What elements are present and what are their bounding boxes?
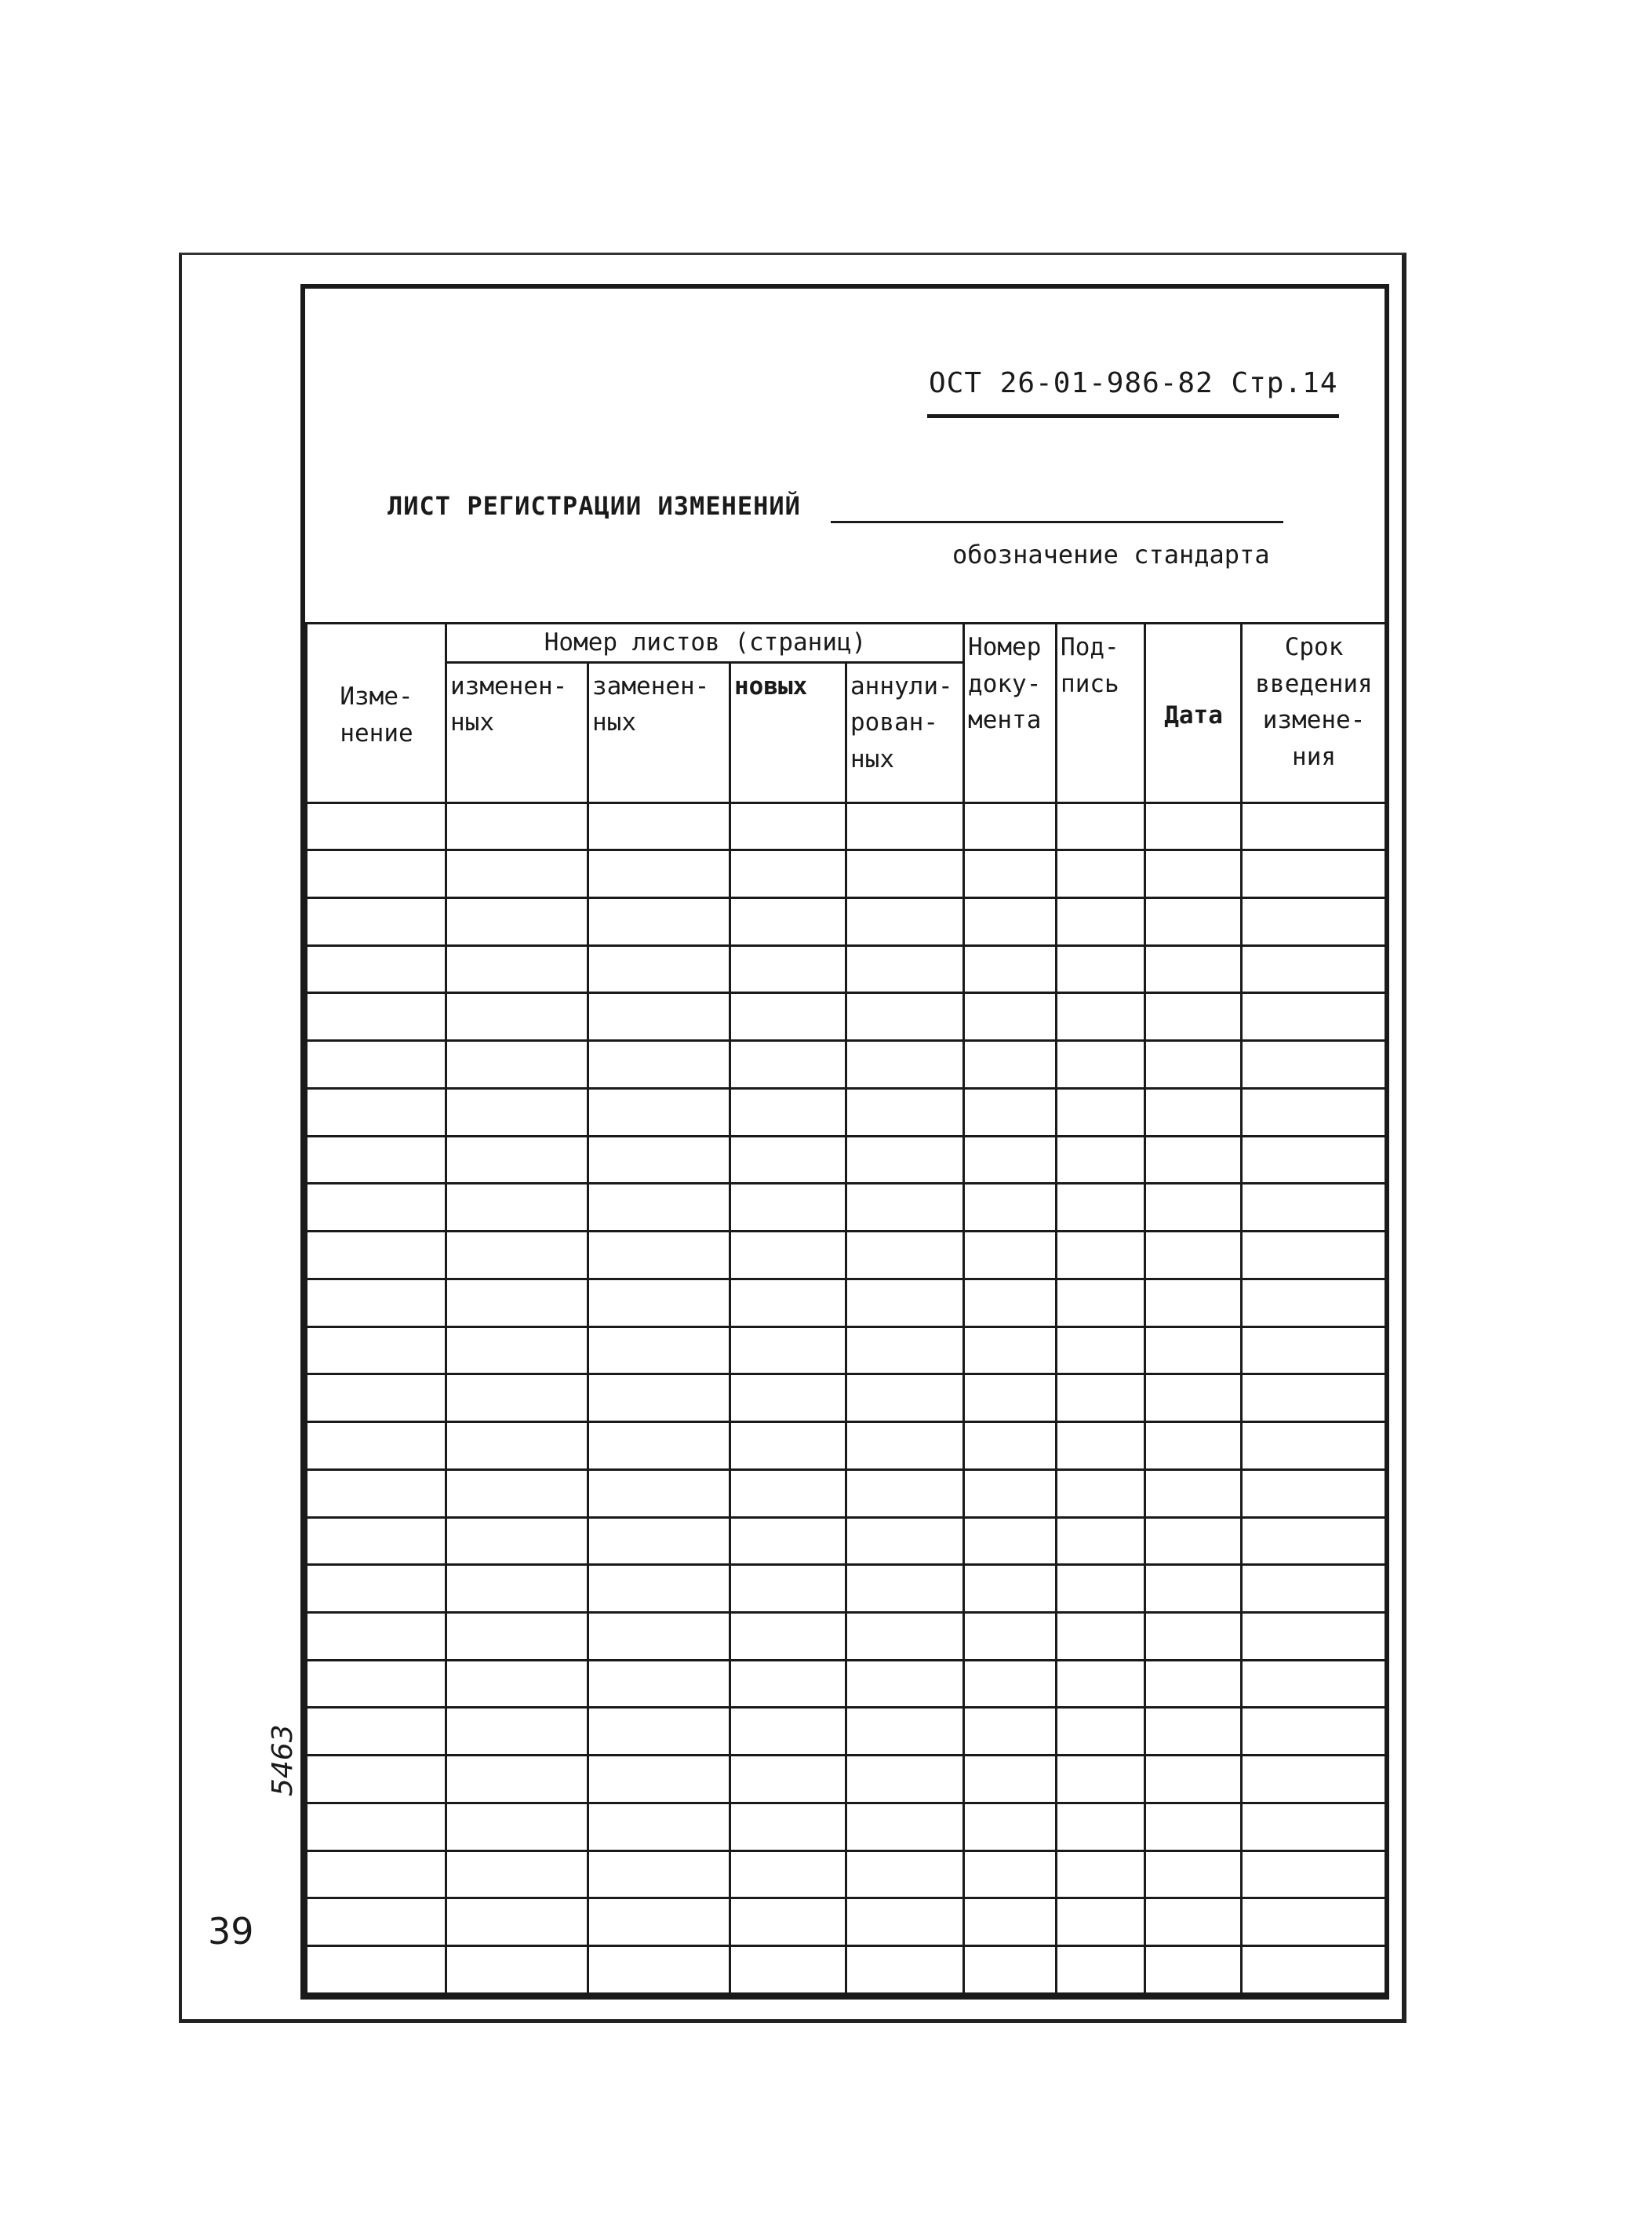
table-cell — [1145, 1088, 1242, 1136]
table-cell — [1145, 945, 1242, 993]
table-cell — [1057, 1184, 1145, 1232]
table-cell — [1145, 1374, 1242, 1422]
designation-caption: обозначение стандарта — [952, 540, 1270, 570]
table-cell — [846, 802, 964, 850]
table-cell — [730, 802, 846, 850]
table-cell — [588, 1517, 730, 1565]
table-cell — [964, 1136, 1057, 1184]
table-cell — [964, 802, 1057, 850]
table-cell — [446, 1422, 588, 1470]
table-cell — [588, 1374, 730, 1422]
table-cell — [730, 1279, 846, 1326]
table-cell — [307, 1469, 446, 1517]
table-cell — [1242, 1850, 1386, 1898]
table-cell — [730, 1660, 846, 1708]
table-cell — [446, 1279, 588, 1326]
table-cell — [846, 1374, 964, 1422]
table-cell — [964, 1326, 1057, 1374]
table-cell — [1057, 1946, 1145, 1994]
table-cell — [588, 1898, 730, 1946]
table-cell — [964, 1088, 1057, 1136]
table-body — [307, 802, 1386, 1994]
table-cell — [1242, 1946, 1386, 1994]
table-cell — [446, 1756, 588, 1803]
table-cell — [1145, 1946, 1242, 1994]
table-row — [307, 897, 1386, 945]
table-cell — [730, 1326, 846, 1374]
table-cell — [846, 1088, 964, 1136]
table-cell — [307, 1660, 446, 1708]
table-cell — [1242, 1279, 1386, 1326]
table-cell — [964, 1279, 1057, 1326]
table-cell — [846, 1850, 964, 1898]
table-cell — [588, 1136, 730, 1184]
table-cell — [588, 1803, 730, 1850]
table-cell — [1242, 1232, 1386, 1279]
table-cell — [1145, 1850, 1242, 1898]
table-cell — [1145, 1326, 1242, 1374]
table-cell — [846, 1946, 964, 1994]
table-cell — [588, 1660, 730, 1708]
table-row — [307, 1708, 1386, 1756]
form-header — [305, 289, 1385, 622]
table-cell — [964, 1422, 1057, 1470]
table-cell — [730, 993, 846, 1041]
table-cell — [964, 1946, 1057, 1994]
table-cell — [588, 1041, 730, 1089]
table-cell — [1057, 1232, 1145, 1279]
table-cell — [1242, 1756, 1386, 1803]
table-cell — [307, 1374, 446, 1422]
table-row — [307, 1469, 1386, 1517]
table-cell — [307, 1232, 446, 1279]
table-cell — [307, 1184, 446, 1232]
table-cell — [1242, 850, 1386, 898]
table-cell — [964, 1517, 1057, 1565]
table-cell — [1057, 1660, 1145, 1708]
table-cell — [1057, 1803, 1145, 1850]
table-cell — [307, 1565, 446, 1613]
table-cell — [1145, 1422, 1242, 1470]
table-cell — [1145, 1136, 1242, 1184]
table-cell — [588, 897, 730, 945]
table-cell — [1145, 850, 1242, 898]
table-cell — [846, 1517, 964, 1565]
table-row — [307, 1756, 1386, 1803]
table-cell — [1057, 1612, 1145, 1660]
document-code: ОСТ 26-01-986-82 Стр.14 — [929, 367, 1338, 399]
table-cell — [588, 1422, 730, 1470]
table-cell — [1057, 1088, 1145, 1136]
table-cell — [730, 1374, 846, 1422]
table-cell — [446, 1136, 588, 1184]
table-cell — [1057, 850, 1145, 898]
table-cell — [1145, 1898, 1242, 1946]
table-cell — [588, 1565, 730, 1613]
column-header-signature: Под- пись — [1057, 624, 1145, 803]
column-header-date: Дата — [1145, 624, 1242, 803]
table-cell — [446, 850, 588, 898]
table-row — [307, 1898, 1386, 1946]
table-cell — [588, 1232, 730, 1279]
table-cell — [307, 1850, 446, 1898]
table-cell — [846, 1279, 964, 1326]
table-cell — [1057, 1898, 1145, 1946]
table-cell — [446, 1088, 588, 1136]
table-cell — [1242, 1803, 1386, 1850]
table-cell — [446, 1946, 588, 1994]
table-cell — [1057, 1850, 1145, 1898]
table-row — [307, 1803, 1386, 1850]
table-cell — [446, 1898, 588, 1946]
table-cell — [1057, 1136, 1145, 1184]
table-cell — [446, 945, 588, 993]
table-cell — [846, 1660, 964, 1708]
table-cell — [730, 1708, 846, 1756]
table-cell — [307, 945, 446, 993]
table-cell — [1242, 1422, 1386, 1470]
table-cell — [588, 850, 730, 898]
table-cell — [1145, 993, 1242, 1041]
table-cell — [307, 850, 446, 898]
form-frame — [300, 284, 1389, 2000]
table-cell — [588, 1326, 730, 1374]
table-cell — [964, 1850, 1057, 1898]
table-cell — [846, 1232, 964, 1279]
table-cell — [964, 1898, 1057, 1946]
table-row — [307, 1326, 1386, 1374]
table-cell — [964, 1612, 1057, 1660]
table-cell — [1145, 1565, 1242, 1613]
table-cell — [1057, 945, 1145, 993]
table-cell — [730, 1565, 846, 1613]
column-header-changed: изменен- ных — [446, 662, 588, 802]
table-cell — [446, 897, 588, 945]
margin-note: 5463 — [267, 1724, 299, 1796]
table-cell — [1145, 1279, 1242, 1326]
table-cell — [964, 993, 1057, 1041]
table-cell — [307, 1803, 446, 1850]
table-row — [307, 993, 1386, 1041]
table-cell — [588, 993, 730, 1041]
table-cell — [1242, 897, 1386, 945]
table-cell — [846, 1708, 964, 1756]
table-cell — [588, 1469, 730, 1517]
table-cell — [1057, 993, 1145, 1041]
table-cell — [1057, 1326, 1145, 1374]
table-cell — [588, 1708, 730, 1756]
table-cell — [446, 993, 588, 1041]
table-cell — [846, 1136, 964, 1184]
table-row — [307, 1422, 1386, 1470]
table-cell — [1242, 1612, 1386, 1660]
table-cell — [1057, 1374, 1145, 1422]
table-cell — [730, 1756, 846, 1803]
table-row — [307, 1041, 1386, 1089]
table-cell — [1057, 1517, 1145, 1565]
table-cell — [964, 1374, 1057, 1422]
table-cell — [1242, 1136, 1386, 1184]
table-cell — [1242, 945, 1386, 993]
table-cell — [1242, 1517, 1386, 1565]
table-cell — [588, 945, 730, 993]
table-cell — [446, 1469, 588, 1517]
table-row — [307, 945, 1386, 993]
table-cell — [846, 850, 964, 898]
column-header-deadline: Срок введения измене- ния — [1242, 624, 1386, 803]
table-cell — [446, 1326, 588, 1374]
table-cell — [307, 1756, 446, 1803]
table-cell — [1145, 1041, 1242, 1089]
table-cell — [1145, 1708, 1242, 1756]
table-row — [307, 1279, 1386, 1326]
table-cell — [1242, 1088, 1386, 1136]
table-cell — [307, 1041, 446, 1089]
table-cell — [1057, 1565, 1145, 1613]
table-row — [307, 1565, 1386, 1613]
table-cell — [1057, 1279, 1145, 1326]
table-cell — [446, 1184, 588, 1232]
table-cell — [307, 1326, 446, 1374]
table-cell — [588, 1946, 730, 1994]
table-cell — [730, 1088, 846, 1136]
table-cell — [446, 1612, 588, 1660]
table-cell — [1145, 897, 1242, 945]
table-cell — [964, 945, 1057, 993]
table-cell — [1057, 802, 1145, 850]
table-cell — [964, 1660, 1057, 1708]
table-cell — [846, 1898, 964, 1946]
table-cell — [730, 1517, 846, 1565]
table-cell — [1242, 1041, 1386, 1089]
table-cell — [446, 1850, 588, 1898]
table-cell — [588, 1756, 730, 1803]
table-cell — [964, 1232, 1057, 1279]
table-row — [307, 1232, 1386, 1279]
table-cell — [446, 1660, 588, 1708]
column-header-document-number: Номер доку- мента — [964, 624, 1057, 803]
table-cell — [588, 1184, 730, 1232]
table-row — [307, 1088, 1386, 1136]
table-cell — [964, 1184, 1057, 1232]
table-cell — [1057, 1422, 1145, 1470]
table-cell — [446, 1374, 588, 1422]
table-cell — [846, 1422, 964, 1470]
table-cell — [846, 1756, 964, 1803]
table-cell — [1145, 1612, 1242, 1660]
table-cell — [307, 802, 446, 850]
table-cell — [307, 1612, 446, 1660]
table-cell — [1145, 1803, 1242, 1850]
table-cell — [307, 1946, 446, 1994]
table-cell — [1145, 1469, 1242, 1517]
table-cell — [1242, 1708, 1386, 1756]
table-cell — [730, 1422, 846, 1470]
table-cell — [730, 1136, 846, 1184]
table-cell — [730, 1850, 846, 1898]
table-cell — [846, 1469, 964, 1517]
table-row — [307, 1184, 1386, 1232]
table-row — [307, 802, 1386, 850]
column-header-annulled: аннули- рован- ных — [846, 662, 964, 802]
table-cell — [846, 945, 964, 993]
table-cell — [730, 1041, 846, 1089]
table-cell — [1242, 1326, 1386, 1374]
table-row — [307, 1612, 1386, 1660]
table-cell — [964, 1041, 1057, 1089]
table-cell — [846, 1326, 964, 1374]
table-cell — [730, 1898, 846, 1946]
table-cell — [588, 1088, 730, 1136]
table-cell — [846, 1184, 964, 1232]
table-cell — [446, 1803, 588, 1850]
table-cell — [1057, 1469, 1145, 1517]
table-cell — [1145, 1232, 1242, 1279]
table-row — [307, 1136, 1386, 1184]
column-group-sheet-numbers: Номер листов (страниц) — [446, 624, 964, 663]
table-cell — [1057, 1708, 1145, 1756]
table-cell — [846, 1612, 964, 1660]
change-registration-table — [305, 622, 1387, 1995]
table-cell — [964, 897, 1057, 945]
table-cell — [307, 1517, 446, 1565]
table-cell — [846, 1803, 964, 1850]
table-cell — [964, 850, 1057, 898]
table-cell — [307, 1708, 446, 1756]
table-cell — [964, 1803, 1057, 1850]
table-row — [307, 850, 1386, 898]
table-cell — [1145, 1660, 1242, 1708]
document-code-underline — [927, 414, 1339, 418]
table-cell — [1242, 1898, 1386, 1946]
table-cell — [1242, 1374, 1386, 1422]
table-cell — [1145, 1517, 1242, 1565]
table-cell — [730, 850, 846, 898]
table-cell — [588, 1850, 730, 1898]
table-cell — [964, 1756, 1057, 1803]
table-cell — [1057, 1041, 1145, 1089]
table-cell — [307, 1422, 446, 1470]
table-cell — [307, 1898, 446, 1946]
table-cell — [446, 802, 588, 850]
table-cell — [307, 1088, 446, 1136]
table-cell — [846, 993, 964, 1041]
table-cell — [730, 1946, 846, 1994]
table-cell — [1242, 1469, 1386, 1517]
table-cell — [446, 1565, 588, 1613]
page-number: 39 — [208, 1910, 254, 1952]
table-cell — [846, 1565, 964, 1613]
table-cell — [1242, 1660, 1386, 1708]
table-cell — [1242, 802, 1386, 850]
table-cell — [964, 1469, 1057, 1517]
table-cell — [730, 1184, 846, 1232]
table-cell — [730, 1232, 846, 1279]
table-cell — [730, 1469, 846, 1517]
table-cell — [1242, 993, 1386, 1041]
table-row — [307, 1660, 1386, 1708]
table-cell — [846, 897, 964, 945]
table-cell — [1145, 1184, 1242, 1232]
table-row — [307, 1946, 1386, 1994]
table-cell — [730, 1612, 846, 1660]
table-cell — [730, 897, 846, 945]
column-header-new: новых — [730, 662, 846, 802]
table-cell — [588, 802, 730, 850]
table-row — [307, 1374, 1386, 1422]
table-cell — [588, 1279, 730, 1326]
table-cell — [446, 1041, 588, 1089]
table-cell — [846, 1041, 964, 1089]
table-cell — [307, 993, 446, 1041]
designation-blank-line — [831, 521, 1283, 523]
table-cell — [446, 1708, 588, 1756]
table-cell — [307, 1136, 446, 1184]
table-cell — [446, 1232, 588, 1279]
table-cell — [964, 1565, 1057, 1613]
table-cell — [1145, 802, 1242, 850]
table-cell — [1242, 1184, 1386, 1232]
column-header-change: Изме- нение — [307, 624, 446, 803]
table-cell — [964, 1708, 1057, 1756]
table-cell — [1242, 1565, 1386, 1613]
table-cell — [1057, 1756, 1145, 1803]
table-cell — [307, 897, 446, 945]
column-header-replaced: заменен- ных — [588, 662, 730, 802]
table-cell — [730, 945, 846, 993]
table-row — [307, 1850, 1386, 1898]
sheet-title: ЛИСТ РЕГИСТРАЦИИ ИЗМЕНЕНИЙ — [388, 491, 801, 521]
table-row — [307, 1517, 1386, 1565]
table-cell — [307, 1279, 446, 1326]
table-cell — [1145, 1756, 1242, 1803]
table-cell — [446, 1517, 588, 1565]
table-cell — [730, 1803, 846, 1850]
table-cell — [588, 1612, 730, 1660]
table-cell — [1057, 897, 1145, 945]
